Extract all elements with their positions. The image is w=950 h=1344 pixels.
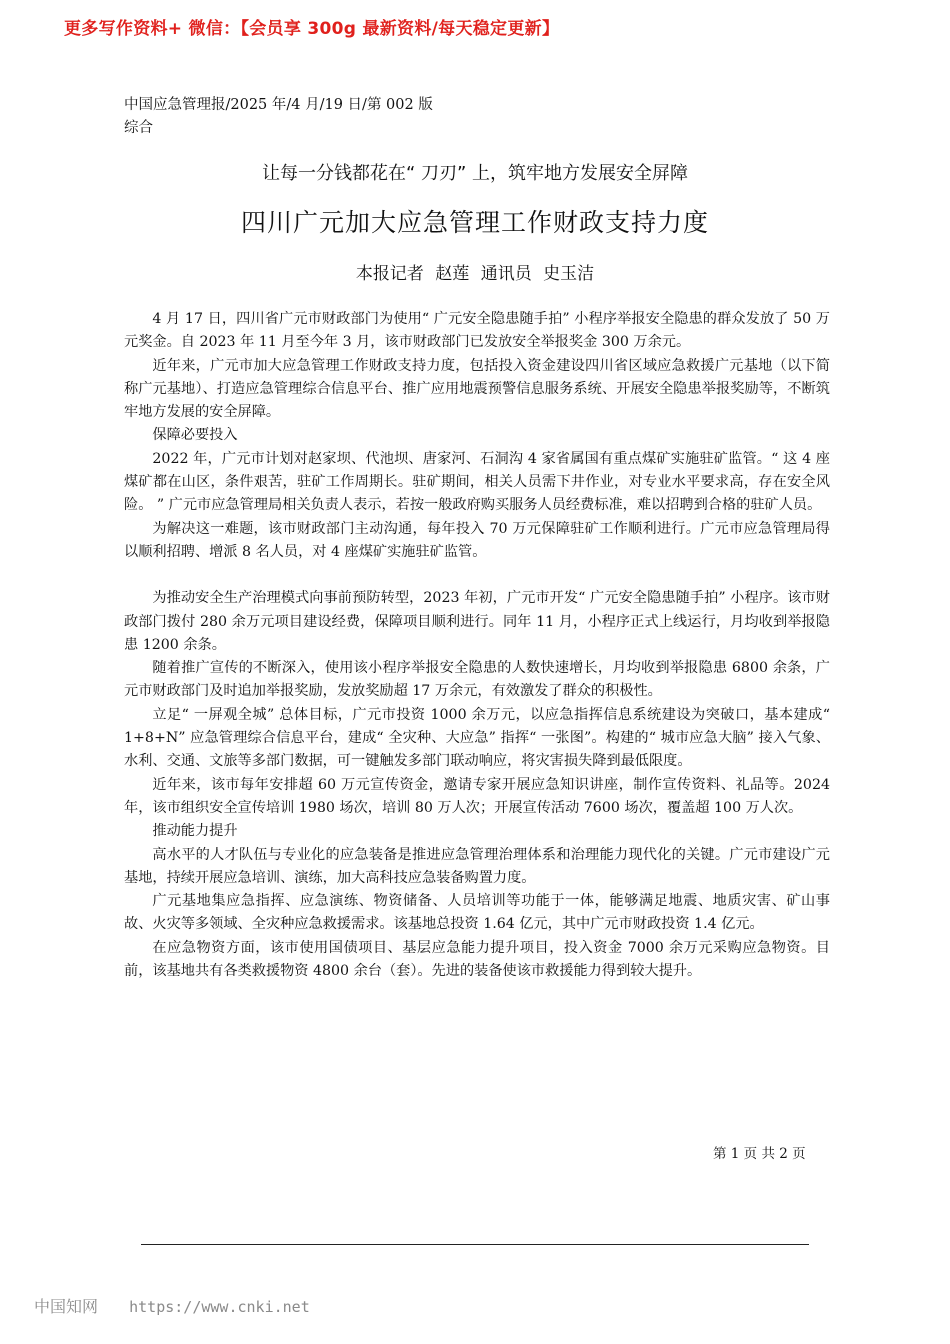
section-heading: 保障必要投入 — [152, 427, 238, 444]
promo-banner: 更多写作资料+ 微信：【会员享 300g 最新资料/每天稳定更新】 — [64, 19, 560, 39]
footer-watermark — [34, 1294, 310, 1317]
byline: 本报记者 赵莲 通讯员 史玉洁 — [355, 264, 595, 284]
paragraph: 4 月 17 日，四川省广元市财政部门为使用“ 广元安全隐患随手拍” 小程序举报安全隐患的群众发放了 50 万元奖金。自 2023 年 11 月至今年 3 月，该市财政部门已发放安全举报奖金 300 万余元。 — [124, 311, 830, 351]
paragraph: 高水平的人才队伍与专业化的应急装备是推进应急管理治理体系和治理能力现代化的关键。广元市建设广元基地，持续开展应急培训、演练，加大高科技应急装备购置力度。 — [124, 846, 830, 886]
source-line: 中国应急管理报/2025 年/4 月/19 日/第 002 版综合 — [124, 97, 433, 136]
footer-divider — [141, 1244, 809, 1245]
paragraph: 在应急物资方面，该市使用国债项目、基层应急能力提升项目，投入资金 7000 余万元采购应急物资。目前，该基地共有各类救援物资 4800 余台（套）。先进的装备使该市救援能力得到较大提升。 — [124, 939, 830, 980]
paragraph: 广元基地集应急指挥、应急演练、物资储备、人员培训等功能于一体，能够满足地震、地质灾害、矿山事故、火灾等多领域、全灾种应急救援需求。该基地总投资 1.64 亿元，其中广元市财政投资 1.4 亿元。 — [124, 893, 830, 933]
paragraph: 近年来，广元市加大应急管理工作财政支持力度，包括投入资金建设四川省区域应急救援广元基地（以下简称广元基地）、打造应急管理综合信息平台、推广应用地震预警信息服务系统、开展安全隐患举报奖励等，不断筑牢地方发展的安全屏障。 — [124, 357, 830, 421]
paragraph: 随着推广宣传的不断深入，使用该小程序举报安全隐患的人数快速增长，月均收到举报隐患 6800 余条，广元市财政部门及时追加举报奖励，发放奖励超 17 万余元，有效激发了群众的积极性。 — [124, 660, 830, 700]
article-title: 四川广元加大应急管理工作财政支持力度 — [240, 208, 709, 237]
article-subtitle: 让每一分钱都花在“ 刀刃” 上，筑牢地方发展安全屏障 — [261, 163, 689, 184]
article-body — [124, 308, 830, 983]
paragraph: 立足“ 一屏观全城” 总体目标，广元市投资 1000 余万元，以应急指挥信息系统建设为突破口，基本建成“ 1+8+N” 应急管理综合信息平台，建成“ 全灾种、大应急” 指挥“ 一张图”。构建的“ 城市应急大脑” 接入气象、水利、交通、文旅等多部门数据，可一键触发多部门联动响应，将灾害损失降到最低限度。 — [124, 706, 830, 770]
paragraph-gap — [124, 564, 830, 587]
paragraph: 为解决这一难题，该市财政部门主动沟通，每年投入 70 万元保障驻矿工作顺利进行。广元市应急管理局得以顺利招聘、增派 8 名人员，对 4 座煤矿实施驻矿监管。 — [124, 520, 830, 560]
cnki-brand: 中国知网 — [34, 1297, 99, 1316]
paragraph: 近年来，该市每年安排超 60 万元宣传资金，邀请专家开展应急知识讲座，制作宣传资料、礼品等。2024 年，该市组织安全宣传培训 1980 场次，培训 80 万人次；开展宣传活动 7600 场次，覆盖超 100 万人次。 — [124, 776, 830, 816]
section-heading: 推动能力提升 — [152, 823, 238, 840]
paragraph: 为推动安全生产治理模式向事前预防转型，2023 年初，广元市开发“ 广元安全隐患随手拍” 小程序。该市财政部门拨付 280 余万元项目建设经费，保障项目顺利进行。同年 11 月，小程序正式上线运行，月均收到举报隐患 1200 余条。 — [124, 590, 830, 653]
cnki-url: https://www.cnki.net — [129, 1298, 310, 1316]
page-number: 第 1 页 共 2 页 — [713, 1146, 806, 1162]
paragraph: 2022 年，广元市计划对赵家坝、代池坝、唐家河、石洞沟 4 家省属国有重点煤矿实施驻矿监管。“ 这 4 座煤矿都在山区，条件艰苦，驻矿工作周期长。驻矿期间，相关人员需下井作业，对专业水平要求高，存在安全风险。 ” 广元市应急管理局相关负责人表示，若按一般政府购买服务人员经费标准，难以招聘到合格的驻矿人员。 — [124, 450, 830, 514]
